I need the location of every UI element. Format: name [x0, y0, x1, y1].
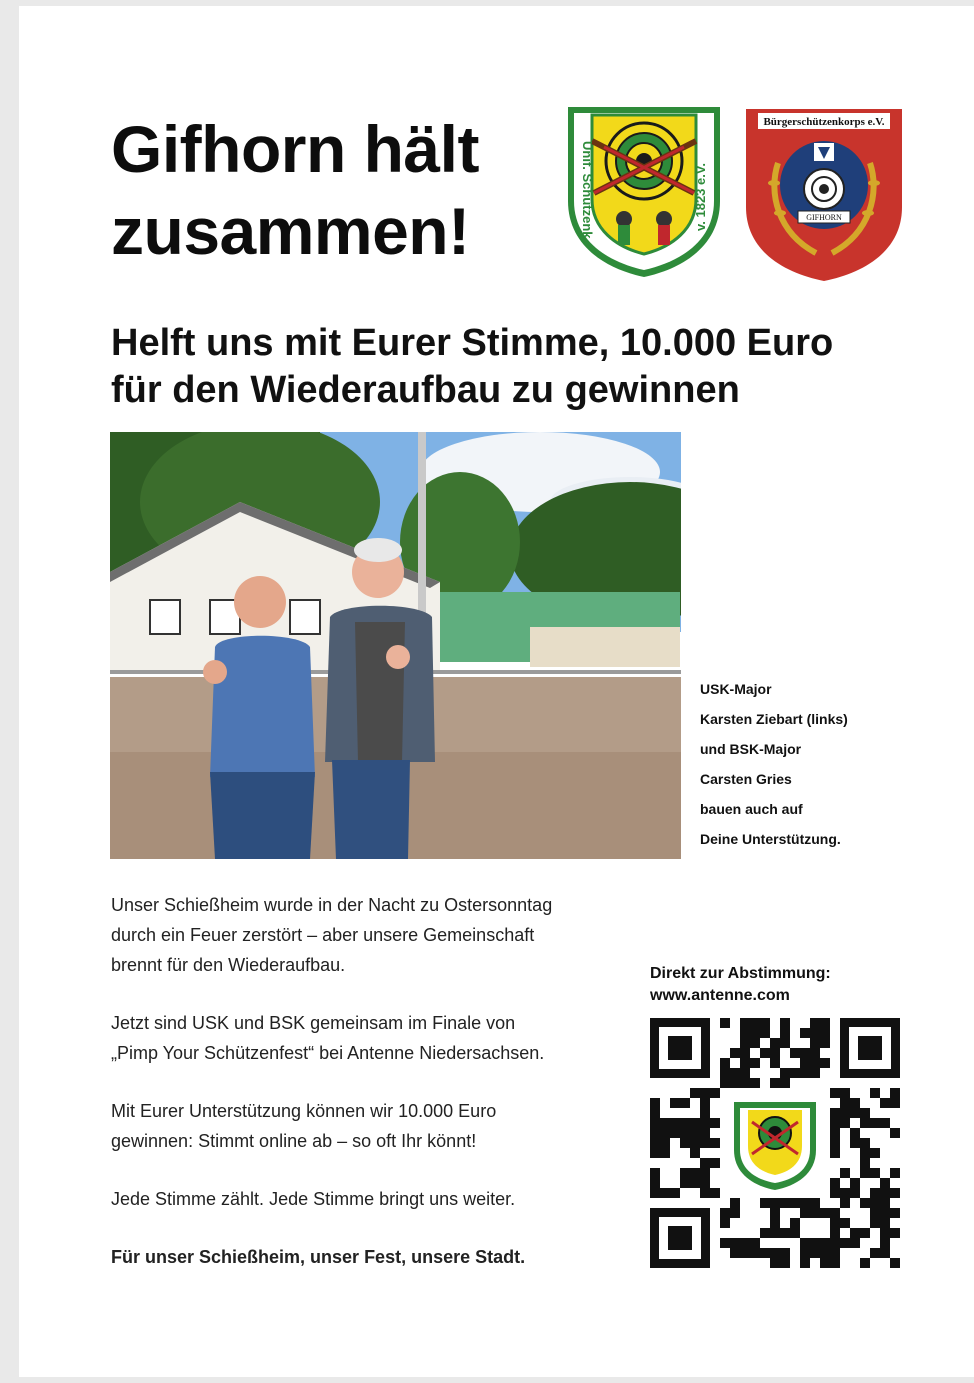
qr-module: [770, 1198, 780, 1208]
qr-module: [740, 1068, 750, 1078]
qr-module: [690, 1128, 700, 1138]
qr-code-icon[interactable]: [650, 1018, 900, 1268]
qr-module: [830, 1128, 840, 1138]
qr-module: [840, 1108, 850, 1118]
vote-heading: Direkt zur Abstimmung:: [650, 965, 831, 982]
body-paragraph: Mit Eurer Unterstützung können wir 10.000 Euro gewinnen: Stimmt online ab – so oft Ihr könnt!: [111, 1101, 497, 1151]
qr-module: [720, 1068, 730, 1078]
qr-module: [800, 1028, 810, 1038]
qr-module: [800, 1058, 810, 1068]
qr-module: [880, 1118, 890, 1128]
qr-module: [810, 1028, 820, 1038]
qr-module: [740, 1018, 750, 1028]
qr-module: [800, 1048, 810, 1058]
qr-module: [810, 1038, 820, 1048]
qr-module: [650, 1178, 660, 1188]
qr-module: [720, 1058, 730, 1068]
qr-module: [720, 1238, 730, 1248]
page-subtitle: Helft uns mit Eurer Stimme, 10.000 Euro für den Wiederaufbau zu gewinnen: [111, 322, 834, 411]
qr-module: [720, 1218, 730, 1228]
qr-module: [820, 1038, 830, 1048]
qr-module: [700, 1108, 710, 1118]
qr-module: [830, 1218, 840, 1228]
qr-module: [650, 1168, 660, 1178]
qr-module: [860, 1258, 870, 1268]
qr-module: [700, 1178, 710, 1188]
qr-module: [770, 1248, 780, 1258]
qr-module: [710, 1158, 720, 1168]
qr-module: [680, 1098, 690, 1108]
qr-module: [830, 1258, 840, 1268]
qr-module: [730, 1198, 740, 1208]
qr-module: [850, 1128, 860, 1138]
qr-module: [830, 1118, 840, 1128]
qr-module: [860, 1138, 870, 1148]
qr-module: [750, 1018, 760, 1028]
vote-label: [650, 963, 950, 1007]
qr-module: [820, 1258, 830, 1268]
qr-module: [870, 1198, 880, 1208]
qr-module: [760, 1248, 770, 1258]
qr-module: [880, 1098, 890, 1108]
qr-module: [780, 1258, 790, 1268]
qr-module: [880, 1178, 890, 1188]
qr-module: [810, 1248, 820, 1258]
qr-module: [850, 1098, 860, 1108]
qr-module: [660, 1118, 670, 1128]
flyer-page: [19, 6, 974, 1377]
qr-module: [890, 1098, 900, 1108]
qr-module: [860, 1168, 870, 1178]
qr-module: [770, 1258, 780, 1268]
qr-module: [750, 1058, 760, 1068]
body-text: [111, 890, 621, 1300]
qr-module: [780, 1018, 790, 1028]
qr-module: [810, 1018, 820, 1028]
qr-module: [820, 1248, 830, 1258]
qr-module: [700, 1118, 710, 1128]
qr-module: [730, 1068, 740, 1078]
qr-module: [800, 1208, 810, 1218]
qr-module: [870, 1188, 880, 1198]
qr-module: [810, 1058, 820, 1068]
qr-module: [680, 1138, 690, 1148]
qr-module: [690, 1168, 700, 1178]
qr-module: [810, 1208, 820, 1218]
photo-caption: [700, 674, 960, 854]
qr-module: [870, 1248, 880, 1258]
qr-module: [860, 1158, 870, 1168]
qr-module: [880, 1188, 890, 1198]
qr-module: [790, 1068, 800, 1078]
qr-module: [670, 1188, 680, 1198]
bsk-logo: [744, 103, 904, 283]
qr-module: [660, 1148, 670, 1158]
qr-module: [770, 1078, 780, 1088]
qr-module: [800, 1258, 810, 1268]
usk-logo: [564, 101, 724, 281]
qr-module: [830, 1228, 840, 1238]
qr-module: [740, 1048, 750, 1058]
qr-module: [840, 1118, 850, 1128]
qr-module: [860, 1118, 870, 1128]
qr-module: [750, 1248, 760, 1258]
qr-module: [740, 1248, 750, 1258]
qr-module: [740, 1028, 750, 1038]
qr-module: [720, 1018, 730, 1028]
body-paragraph: Jede Stimme zählt. Jede Stimme bringt uns weiter.: [111, 1189, 516, 1209]
qr-module: [700, 1168, 710, 1178]
qr-module: [680, 1168, 690, 1178]
qr-module: [840, 1098, 850, 1108]
qr-module: [830, 1178, 840, 1188]
qr-module: [780, 1068, 790, 1078]
qr-module: [650, 1188, 660, 1198]
qr-module: [830, 1188, 840, 1198]
qr-module: [830, 1108, 840, 1118]
caption-line: Carsten Gries: [700, 771, 792, 787]
qr-module: [780, 1078, 790, 1088]
qr-module: [660, 1128, 670, 1138]
qr-module: [680, 1128, 690, 1138]
qr-module: [880, 1198, 890, 1208]
two-men-thumbs-up-photo-icon: [110, 432, 681, 859]
qr-module: [650, 1148, 660, 1158]
body-paragraph: Unser Schießheim wurde in der Nacht zu Ostersonntag durch ein Feuer zerstört – aber unsere Gemeinschaft brennt für den Wiederaufbau.: [111, 895, 553, 975]
qr-module: [880, 1248, 890, 1258]
qr-module: [680, 1118, 690, 1128]
svg-text:Unif. Schützenk: Unif. Schützenk: [580, 141, 595, 239]
qr-module: [800, 1248, 810, 1258]
qr-module: [830, 1208, 840, 1218]
bsk-crest-icon: [744, 103, 904, 283]
qr-module: [890, 1128, 900, 1138]
qr-module: [840, 1218, 850, 1228]
qr-module: [690, 1118, 700, 1128]
qr-module: [880, 1218, 890, 1228]
qr-module: [790, 1228, 800, 1238]
qr-module: [760, 1048, 770, 1058]
qr-module: [650, 1108, 660, 1118]
qr-module: [850, 1108, 860, 1118]
qr-module: [860, 1108, 870, 1118]
qr-module: [730, 1248, 740, 1258]
qr-module: [830, 1138, 840, 1148]
qr-module: [820, 1058, 830, 1068]
qr-module: [650, 1128, 660, 1138]
qr-module: [730, 1208, 740, 1218]
qr-module: [770, 1218, 780, 1228]
qr-module: [760, 1018, 770, 1028]
qr-module: [870, 1088, 880, 1098]
qr-module: [770, 1048, 780, 1058]
qr-module: [770, 1038, 780, 1048]
qr-module: [690, 1138, 700, 1148]
qr-module: [700, 1158, 710, 1168]
svg-text:Bürgerschützenkorps e.V.: Bürgerschützenkorps e.V.: [763, 116, 885, 128]
qr-module: [780, 1228, 790, 1238]
qr-module: [750, 1238, 760, 1248]
qr-module: [790, 1198, 800, 1208]
svg-text:v. 1823 e.V.: v. 1823 e.V.: [693, 163, 708, 231]
qr-module: [830, 1088, 840, 1098]
qr-module: [680, 1178, 690, 1188]
qr-module: [740, 1058, 750, 1068]
qr-module: [790, 1218, 800, 1228]
qr-code[interactable]: [650, 1018, 900, 1268]
qr-module: [750, 1028, 760, 1038]
qr-module: [650, 1118, 660, 1128]
qr-module: [890, 1208, 900, 1218]
caption-line: und BSK-Major: [700, 741, 802, 757]
qr-module: [860, 1228, 870, 1238]
qr-module: [820, 1208, 830, 1218]
qr-module: [830, 1238, 840, 1248]
qr-module: [710, 1138, 720, 1148]
qr-module: [730, 1078, 740, 1088]
qr-module: [840, 1198, 850, 1208]
qr-module: [880, 1208, 890, 1218]
qr-center-logo-icon: [728, 1096, 822, 1190]
vote-url[interactable]: www.antenne.com: [650, 987, 790, 1004]
qr-module: [860, 1198, 870, 1208]
qr-module: [720, 1078, 730, 1088]
qr-module: [800, 1238, 810, 1248]
qr-module: [850, 1228, 860, 1238]
qr-module: [840, 1188, 850, 1198]
qr-module: [690, 1148, 700, 1158]
qr-module: [790, 1048, 800, 1058]
page-title: Gifhorn hält zusammen!: [111, 112, 479, 268]
usk-crest-icon: [564, 101, 724, 281]
qr-module: [740, 1078, 750, 1088]
qr-module: [740, 1038, 750, 1048]
qr-module: [810, 1068, 820, 1078]
qr-module: [850, 1178, 860, 1188]
qr-module: [810, 1238, 820, 1248]
qr-module: [760, 1198, 770, 1208]
qr-module: [710, 1118, 720, 1128]
qr-module: [870, 1208, 880, 1218]
qr-module: [890, 1258, 900, 1268]
caption-line: Karsten Ziebart (links): [700, 711, 848, 727]
qr-module: [690, 1088, 700, 1098]
qr-module: [850, 1138, 860, 1148]
qr-module: [690, 1178, 700, 1188]
qr-module: [700, 1128, 710, 1138]
qr-module: [890, 1088, 900, 1098]
qr-module: [870, 1168, 880, 1178]
qr-module: [850, 1188, 860, 1198]
qr-module: [840, 1238, 850, 1248]
qr-module: [770, 1228, 780, 1238]
qr-module: [810, 1198, 820, 1208]
qr-module: [880, 1228, 890, 1238]
qr-module: [760, 1228, 770, 1238]
qr-module: [860, 1148, 870, 1158]
qr-module: [810, 1048, 820, 1058]
qr-module: [850, 1238, 860, 1248]
caption-line: Deine Unterstützung.: [700, 831, 841, 847]
qr-module: [770, 1058, 780, 1068]
qr-module: [670, 1098, 680, 1108]
qr-module: [750, 1038, 760, 1048]
qr-module: [780, 1198, 790, 1208]
qr-module: [700, 1088, 710, 1098]
qr-module: [720, 1208, 730, 1218]
qr-module: [820, 1028, 830, 1038]
qr-module: [670, 1128, 680, 1138]
qr-module: [870, 1218, 880, 1228]
body-paragraph: Jetzt sind USK und BSK gemeinsam im Finale von „Pimp Your Schützenfest“ bei Antenne Niedersachsen.: [111, 1013, 545, 1063]
qr-module: [760, 1028, 770, 1038]
qr-module: [800, 1198, 810, 1208]
qr-module: [740, 1238, 750, 1248]
qr-module: [820, 1018, 830, 1028]
qr-module: [700, 1138, 710, 1148]
qr-module: [730, 1238, 740, 1248]
qr-module: [830, 1248, 840, 1258]
qr-module: [770, 1208, 780, 1218]
qr-module: [650, 1138, 660, 1148]
qr-module: [700, 1188, 710, 1198]
caption-line: bauen auch auf: [700, 801, 803, 817]
qr-module: [700, 1098, 710, 1108]
photo: [110, 432, 681, 859]
closing-line: Für unser Schießheim, unser Fest, unsere Stadt.: [111, 1247, 526, 1267]
qr-module: [890, 1228, 900, 1238]
qr-module: [660, 1138, 670, 1148]
caption-line: USK-Major: [700, 681, 772, 697]
qr-module: [870, 1148, 880, 1158]
qr-module: [830, 1148, 840, 1158]
qr-module: [710, 1088, 720, 1098]
qr-module: [780, 1028, 790, 1038]
qr-module: [650, 1098, 660, 1108]
bsk-banner: GIFHORN: [806, 213, 842, 222]
qr-module: [750, 1078, 760, 1088]
qr-module: [780, 1038, 790, 1048]
qr-module: [780, 1248, 790, 1258]
qr-module: [820, 1238, 830, 1248]
qr-module: [890, 1188, 900, 1198]
qr-module: [870, 1118, 880, 1128]
qr-module: [800, 1068, 810, 1078]
qr-module: [710, 1188, 720, 1198]
qr-module: [660, 1188, 670, 1198]
qr-module: [890, 1168, 900, 1178]
qr-module: [840, 1168, 850, 1178]
qr-module: [670, 1118, 680, 1128]
qr-module: [840, 1088, 850, 1098]
qr-module: [730, 1048, 740, 1058]
qr-module: [880, 1238, 890, 1248]
